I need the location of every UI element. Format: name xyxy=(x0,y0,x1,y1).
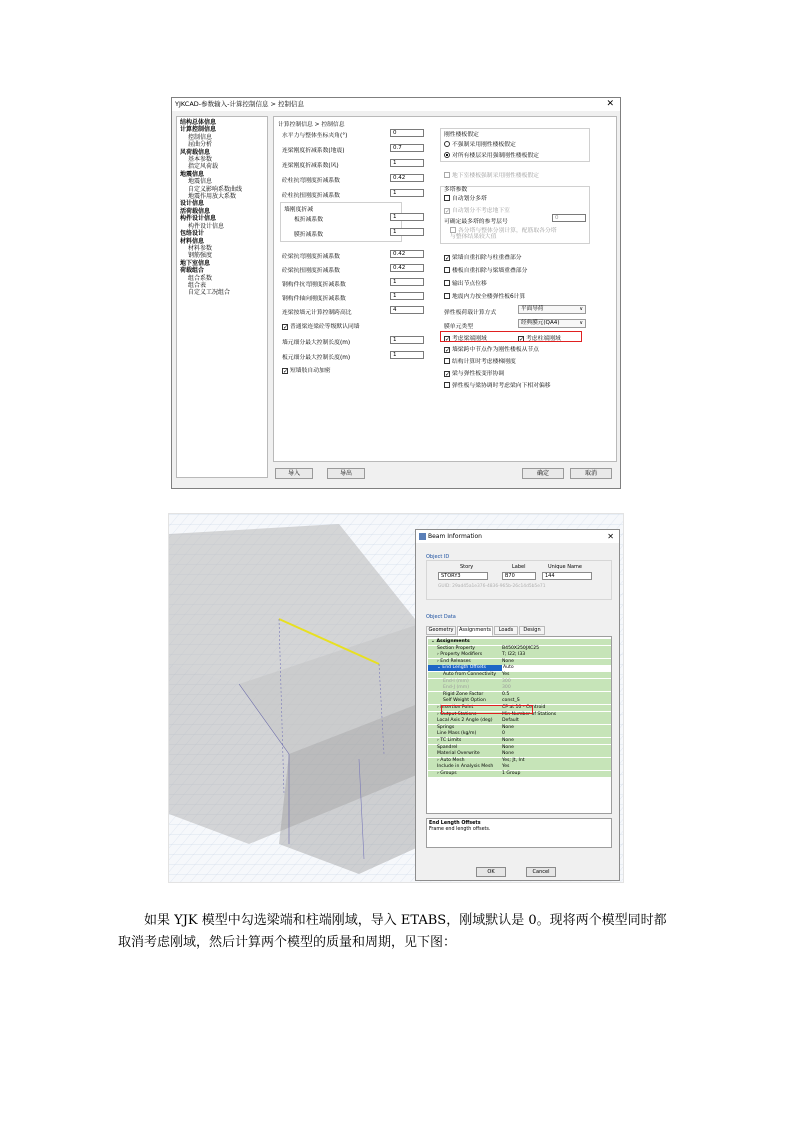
rigid-floor-title: 刚性楼板假定 xyxy=(444,132,479,138)
checkbox-checked-icon: ✓ xyxy=(445,347,451,354)
checkbox-label: 梁墙自重扣除与柱重叠部分 xyxy=(452,255,522,261)
field-input[interactable]: 1 xyxy=(390,228,424,236)
table-row[interactable] xyxy=(428,745,611,751)
tree-item[interactable]: 自定义工况组合 xyxy=(188,289,231,297)
property-name: › TC Limits xyxy=(437,738,462,743)
property-value: B450X250JXC25 xyxy=(502,645,540,651)
table-row[interactable] xyxy=(428,718,611,724)
property-name: Section Property xyxy=(437,645,475,651)
property-description-box xyxy=(426,818,612,848)
tree-item[interactable]: 风荷载信息 xyxy=(180,148,211,156)
yjk-titlebar xyxy=(172,98,620,111)
property-value: None xyxy=(502,744,514,750)
checkbox-label: 楼板自重扣除与梁墙重叠部分 xyxy=(452,268,528,274)
field-input[interactable]: 1 xyxy=(390,159,424,167)
field-label: 砼梁抗扭刚度折减系数 xyxy=(282,268,340,274)
label-column-header: Label xyxy=(512,564,526,570)
field-label: 连梁刚度折减系数(地震) xyxy=(282,148,345,154)
property-value: 0.5 xyxy=(502,691,510,697)
auto-tower-checkbox[interactable]: 自动划分多塔 xyxy=(444,193,487,202)
option-checkbox[interactable] xyxy=(444,291,525,300)
membrane-type-select[interactable]: 经典膜元(QA4) ∨ xyxy=(518,319,586,328)
property-name: Include in Analysis Mesh xyxy=(437,764,494,770)
ref-floor-label: 可确定最多塔的参考层号 xyxy=(444,219,508,225)
yjk-nav-tree xyxy=(176,116,268,478)
property-name: End-I (mm) xyxy=(443,678,469,684)
property-name: › Output Stations xyxy=(437,711,477,717)
tree-item[interactable]: 地下室信息 xyxy=(180,259,211,267)
property-value: Auto xyxy=(502,665,611,671)
highlight-rigid-zone-factor-box xyxy=(441,705,533,714)
ok-button[interactable]: 确定 xyxy=(522,468,564,479)
field-label: 板折减系数 xyxy=(294,217,323,223)
default-section-checkbox[interactable]: ✓ 普通梁连梁砼等级默认同墙 xyxy=(283,324,360,331)
tree-item[interactable]: 构件设计信息 xyxy=(180,215,217,223)
option-checkbox[interactable] xyxy=(444,278,487,287)
auto-basement-checkbox[interactable]: ✓ 自动划分不考虑地下室 xyxy=(445,208,510,215)
ref-floor-input[interactable]: 0 xyxy=(552,214,586,222)
property-name: › Insertion Point xyxy=(437,705,474,710)
table-row[interactable] xyxy=(428,731,611,737)
field-label: 墙元细分最大控制长度(m) xyxy=(282,340,351,346)
property-name: Self Weight Option xyxy=(443,698,486,704)
tree-item[interactable]: 基本参数 xyxy=(188,156,213,164)
property-name: Material Overwrite xyxy=(437,751,480,757)
checkbox-label: 结构计算时考虑楼梯刚度 xyxy=(452,359,516,365)
beam-info-title: Beam Information xyxy=(428,533,482,540)
property-value: None xyxy=(502,738,514,743)
field-label: 连梁刚度折减系数(风) xyxy=(282,163,339,169)
tree-item[interactable]: 组合系数 xyxy=(188,274,213,282)
beam-info-titlebar xyxy=(416,530,619,543)
checkbox-empty-icon xyxy=(444,358,450,364)
property-value: None xyxy=(502,658,514,664)
property-value: T; I22; I33 xyxy=(502,652,526,658)
field-input[interactable]: 0 xyxy=(390,129,424,137)
tab-assignments[interactable]: Assignments xyxy=(457,626,493,636)
property-value: None xyxy=(502,751,514,757)
label-field[interactable]: B70 xyxy=(502,572,536,580)
table-row[interactable] xyxy=(428,771,611,777)
field-label: 膜折减系数 xyxy=(294,232,323,238)
tree-item[interactable]: 活荷载信息 xyxy=(180,207,211,215)
table-row[interactable] xyxy=(428,738,611,744)
field-label: 钢构件轴向刚度折减系数 xyxy=(282,296,346,302)
property-value: 300 xyxy=(502,678,511,684)
property-name: › End Releases xyxy=(437,658,471,664)
description-title: End Length Offsets xyxy=(429,821,481,826)
unique-name-field[interactable]: 144 xyxy=(542,572,592,580)
tree-item[interactable]: 材料参数 xyxy=(188,244,213,252)
cancel-button[interactable]: Cancel xyxy=(526,867,556,877)
checkbox-label: 地震内力按全楼弹性板6计算 xyxy=(452,294,526,300)
field-input[interactable]: 0.42 xyxy=(390,264,424,272)
property-value: 1 Group xyxy=(502,771,521,776)
property-name: End-J (mm) xyxy=(443,685,469,691)
cancel-button[interactable]: 取消 xyxy=(570,468,612,479)
table-row[interactable] xyxy=(428,698,611,704)
checkbox-label: 墙梁跨中节点作为刚性楼板从节点 xyxy=(452,347,539,353)
each-tower-checkbox[interactable]: 各分塔与整体分别计算，配筋取各分塔与整体结果较大值 xyxy=(450,228,557,240)
ok-button[interactable]: OK xyxy=(476,867,506,877)
tree-item[interactable]: 结构总体信息 xyxy=(180,119,217,126)
yjk-breadcrumb: 计算控制信息 > 控制信息 xyxy=(278,122,345,128)
table-row[interactable] xyxy=(428,679,611,685)
multi-tower-title: 多塔参数 xyxy=(444,187,468,193)
tree-item[interactable]: 计算控制信息 xyxy=(180,126,217,134)
table-row[interactable] xyxy=(428,639,611,645)
property-name: Auto from Connectivity xyxy=(443,672,497,677)
tree-item[interactable]: 自定义影响系数曲线 xyxy=(188,185,243,193)
property-name: › Auto Mesh xyxy=(437,757,465,763)
table-row[interactable] xyxy=(428,725,611,731)
property-name: Rigid Zone Factor xyxy=(443,691,484,697)
field-label: 连梁按墙元计算控制跨高比 xyxy=(282,310,352,316)
property-name: › Property Modifiers xyxy=(437,652,483,658)
field-input[interactable]: 0.42 xyxy=(390,174,424,182)
property-name: › Groups xyxy=(437,771,457,776)
property-value: Yes; Jt, Int xyxy=(502,757,525,763)
checkbox-label: 弹性板与梁协调时考虑梁向下相对偏移 xyxy=(452,383,551,389)
table-row[interactable] xyxy=(428,659,611,665)
field-input[interactable]: 4 xyxy=(390,306,424,314)
property-name: Spandrel xyxy=(437,744,458,750)
membrane-type-label: 膜单元类型 xyxy=(444,324,473,330)
table-row[interactable] xyxy=(428,764,611,770)
elastic-load-select[interactable]: 平面导荷 ∨ xyxy=(518,305,586,314)
yjk-title: YJKCAD-参数输入-计算控制信息 > 控制信息 xyxy=(175,100,305,108)
field-input[interactable]: 1 xyxy=(390,278,424,286)
checkbox-empty-icon xyxy=(444,382,450,388)
field-input[interactable]: 0.42 xyxy=(390,250,424,258)
description-text: Frame end length offsets. xyxy=(429,827,491,832)
checkbox-checked-icon: ✓ xyxy=(445,255,451,262)
table-row[interactable] xyxy=(428,665,611,671)
property-value: Yes xyxy=(502,764,510,770)
basement-rigid-checkbox[interactable]: 地下室楼板强制采用刚性楼板假定 xyxy=(444,170,539,179)
field-input[interactable]: 0.7 xyxy=(390,144,424,152)
tree-item[interactable]: 指定风荷载 xyxy=(188,163,219,171)
story-field[interactable]: STORY3 xyxy=(438,572,488,580)
tree-item[interactable]: 屈曲分析 xyxy=(188,141,213,149)
table-row[interactable] xyxy=(428,672,611,678)
field-label: 砼梁抗弯刚度折减系数 xyxy=(282,254,340,260)
table-row[interactable] xyxy=(428,692,611,698)
property-value: Default xyxy=(502,718,519,724)
close-icon[interactable]: ✕ xyxy=(606,99,614,109)
yjk-dialog-screenshot xyxy=(171,97,621,489)
table-row[interactable] xyxy=(428,685,611,691)
field-input[interactable]: 1 xyxy=(390,336,424,344)
option-checkbox[interactable] xyxy=(444,252,522,261)
field-label: 砼柱抗弯刚度折减系数 xyxy=(282,178,340,184)
tree-item[interactable]: 组合表 xyxy=(188,281,207,289)
body-paragraph: 如果 YJK 模型中勾选梁端和柱端刚域，导入 ETABS，刚域默认是 0。现将两个模型同时都取消考虑刚域，然后计算两个模型的质量和周期，见下图： xyxy=(118,913,667,950)
tree-item[interactable]: 构件设计信息 xyxy=(188,222,225,230)
etabs-screenshot xyxy=(168,513,624,883)
beam-information-dialog xyxy=(415,529,620,881)
checkbox-empty-icon xyxy=(444,293,450,299)
object-data-heading: Object Data xyxy=(426,614,456,620)
checkbox-label: 梁与弹性板变形协调 xyxy=(452,371,505,377)
field-label: 砼柱抗扭刚度折减系数 xyxy=(282,193,340,199)
checkbox-label: 输出节点位移 xyxy=(452,281,487,287)
tree-item[interactable]: 地震信息 xyxy=(180,170,205,178)
option-checkbox[interactable] xyxy=(444,368,504,377)
field-label: 水平力与整体坐标夹角(°) xyxy=(282,133,348,139)
wall-group-title: 墙刚度折减 xyxy=(284,207,313,213)
property-value: const_S xyxy=(502,698,520,704)
field-input[interactable]: 1 xyxy=(390,292,424,300)
tree-item[interactable]: 包络设计 xyxy=(180,230,205,238)
rigid-opt1-radio[interactable]: 不强制采用刚性楼板假定 xyxy=(444,139,516,148)
tree-item[interactable]: 材料信息 xyxy=(180,237,205,245)
option-checkbox[interactable] xyxy=(444,344,539,353)
story-column-header: Story xyxy=(460,564,474,570)
option-checkbox[interactable] xyxy=(444,380,551,389)
elastic-load-label: 弹性板荷载计算方式 xyxy=(444,310,497,316)
field-input[interactable]: 1 xyxy=(390,351,424,359)
object-id-heading: Object ID xyxy=(426,554,450,560)
property-value: 0 xyxy=(502,731,505,737)
option-checkbox[interactable] xyxy=(444,356,516,365)
property-value: Yes xyxy=(502,672,510,677)
field-input[interactable]: 1 xyxy=(390,213,424,221)
property-value: CP at 10 - Centroid xyxy=(502,705,546,710)
property-value: 300 xyxy=(502,685,511,691)
option-checkbox[interactable] xyxy=(444,265,527,274)
column-rigid-zone-checkbox[interactable]: ✓ 考虑柱端刚域 xyxy=(519,336,561,343)
close-icon[interactable]: ✕ xyxy=(607,532,614,541)
field-input[interactable]: 1 xyxy=(390,189,424,197)
tab-loads[interactable]: Loads xyxy=(494,626,518,635)
tree-item[interactable]: 地震作用放大系数 xyxy=(188,193,237,201)
import-button[interactable]: 导入 xyxy=(275,468,313,479)
highlight-rigid-zone-box xyxy=(440,331,582,342)
checkbox-checked-icon: ✓ xyxy=(445,371,451,378)
property-name: Local Axis 2 Angle (deg) xyxy=(437,718,493,724)
beam-rigid-zone-checkbox[interactable]: ✓ 考虑梁端刚域 xyxy=(445,336,487,343)
tab-geometry[interactable]: Geometry xyxy=(426,626,456,635)
field-label: 板元细分最大控制长度(m) xyxy=(282,355,351,361)
beam-info-app-icon xyxy=(419,533,426,540)
tree-item[interactable]: 控制信息 xyxy=(188,133,213,141)
tree-item[interactable]: 设计信息 xyxy=(180,200,205,208)
table-row[interactable] xyxy=(428,646,611,652)
field-label: 钢构件抗弯刚度折减系数 xyxy=(282,282,346,288)
property-value: None xyxy=(502,724,514,730)
shortwall-checkbox[interactable]: ✓ 短墙肢自动加密 xyxy=(283,368,331,375)
property-value: Min Number of Stations xyxy=(502,711,557,717)
table-row[interactable] xyxy=(428,758,611,764)
table-row[interactable] xyxy=(428,652,611,658)
checkbox-empty-icon xyxy=(444,267,450,273)
guid-text: GUID: 29ad45a1e376-4836-965b-26c14d5b5e71 xyxy=(438,584,546,589)
tab-design[interactable]: Design xyxy=(519,626,545,635)
unique-name-column-header: Unique Name xyxy=(548,564,582,570)
tree-item[interactable]: 钢筋强度 xyxy=(188,252,213,260)
property-name: Line Mass (kg/m) xyxy=(437,731,477,737)
property-name: ⌄ End Length Offsets xyxy=(437,665,486,671)
table-row[interactable] xyxy=(428,751,611,757)
rigid-opt2-radio[interactable]: 对所有楼层采用强制刚性楼板假定 xyxy=(444,150,539,159)
assignments-grid xyxy=(426,636,612,814)
tree-item[interactable]: 地震信息 xyxy=(188,178,213,186)
property-name: Springs xyxy=(437,724,455,730)
tree-item[interactable]: 荷载组合 xyxy=(180,267,205,275)
checkbox-empty-icon xyxy=(444,280,450,286)
property-name: ⌄ Assignments xyxy=(431,639,470,644)
export-button[interactable]: 导出 xyxy=(327,468,365,479)
